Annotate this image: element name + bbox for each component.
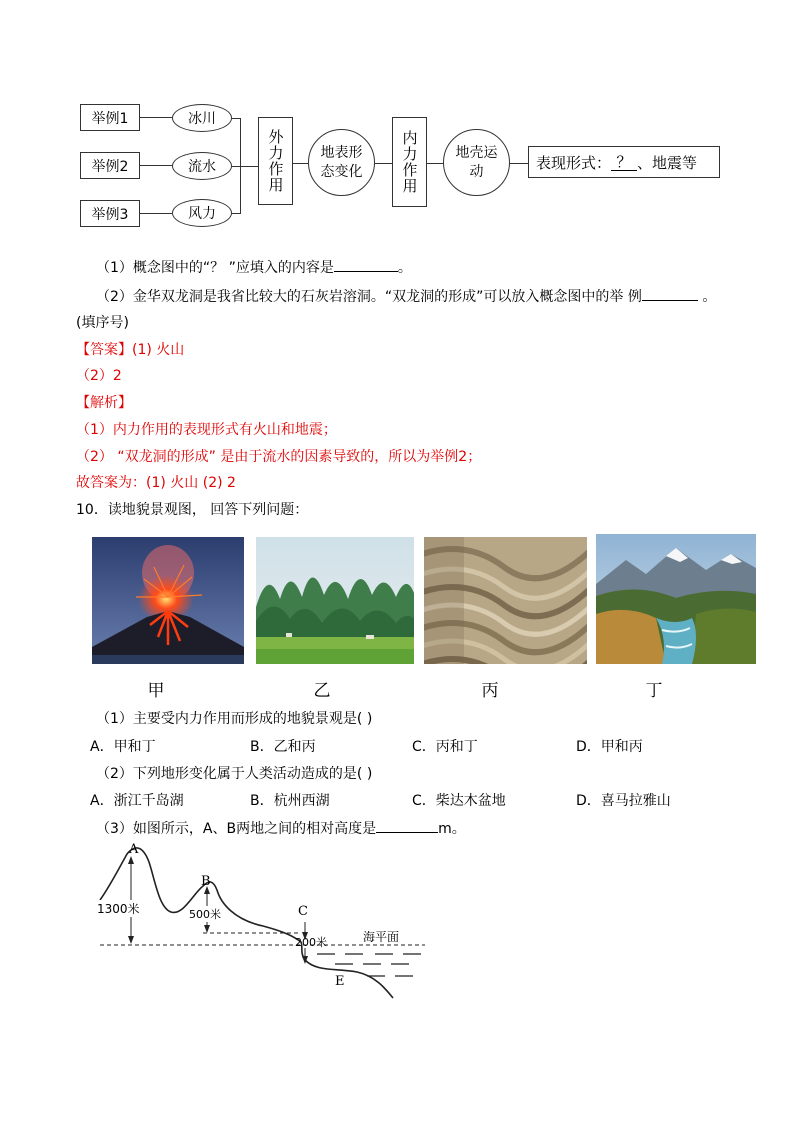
- photo-label-bing: 丙: [481, 681, 499, 701]
- connector: [240, 118, 241, 214]
- photo-folded-rock: [424, 537, 587, 664]
- q9-note: (填序号): [76, 315, 129, 331]
- connector: [427, 163, 443, 164]
- height-label-c: 200米: [295, 936, 327, 949]
- height-label-a: 1300米: [97, 902, 140, 916]
- q10-sub1-option-d: D．甲和丙: [576, 739, 643, 755]
- connector: [293, 163, 308, 164]
- q10-title: 10．读地貌景观图， 回答下列问题：: [76, 502, 309, 518]
- analysis-line-2: （2） “双龙洞的形成” 是由于流水的因素导致的，所以为举例2；: [76, 449, 482, 465]
- landform-change-circle: 地表形态变化: [308, 129, 375, 196]
- q10-sub1-stem: （1）主要受内力作用而形成的地貌景观是( ): [96, 711, 373, 727]
- manifestation-box: 表现形式： ？ 、地震等: [528, 146, 720, 178]
- analysis-line-1: （1）内力作用的表现形式有火山和地震；: [76, 422, 337, 438]
- agent-oval-water: 流水: [172, 152, 232, 180]
- photo-karst: [256, 537, 414, 664]
- answer-blank: [642, 286, 698, 301]
- connector: [375, 163, 392, 164]
- q10-sub1-option-c: C．丙和丁: [412, 739, 478, 755]
- q10-sub1-option-a: A．甲和丁: [90, 739, 156, 755]
- q10-sub2-option-b: B．杭州西湖: [250, 793, 330, 809]
- connector: [232, 166, 258, 167]
- connector: [232, 118, 240, 119]
- answer-blank: [334, 257, 398, 272]
- q10-sub1-option-b: B．乙和丙: [250, 739, 316, 755]
- point-label-e: E: [335, 974, 345, 989]
- q10-sub3-stem: （3）如图所示，A、B两地之间的相对高度是 m。: [96, 818, 466, 839]
- point-label-b: B: [201, 874, 211, 889]
- point-label-a: A: [129, 842, 139, 857]
- photo-label-jia: 甲: [147, 681, 165, 701]
- internal-force-box: 内力作用: [392, 117, 427, 207]
- terrain-line: [100, 848, 393, 998]
- agent-oval-wind: 风力: [172, 199, 232, 227]
- answer-line-2: （2）2: [76, 368, 122, 384]
- photo-label-ding: 丁: [645, 681, 663, 701]
- sea-level-label: 海平面: [363, 930, 400, 944]
- crust-movement-circle: 地壳运动: [443, 129, 510, 196]
- q10-sub2-option-c: C．柴达木盆地: [412, 793, 506, 809]
- connector: [140, 117, 172, 118]
- manifestation-blank: ？: [611, 154, 637, 171]
- point-label-c: C: [298, 904, 308, 919]
- example-box-1: 举例1: [80, 104, 140, 131]
- agent-oval-glacier: 冰川: [172, 104, 232, 132]
- analysis-label: 【解析】: [76, 395, 132, 411]
- q10-sub2-option-a: A．浙江千岛湖: [90, 793, 184, 809]
- q10-sub2-stem: （2）下列地形变化属于人类活动造成的是( ): [96, 766, 373, 782]
- photo-volcano: [92, 537, 244, 664]
- answer-line-1: 【答案】(1) 火山: [76, 342, 185, 358]
- photo-river-valley: [596, 534, 756, 664]
- answer-blank: [376, 818, 438, 833]
- example-box-2: 举例2: [80, 152, 140, 179]
- example-box-3: 举例3: [80, 200, 140, 227]
- terrain-profile-diagram: [95, 842, 435, 1012]
- external-force-box: 外力作用: [258, 117, 293, 205]
- connector: [140, 213, 172, 214]
- photo-label-yi: 乙: [313, 681, 331, 701]
- conclusion-line: 故答案为：(1) 火山 (2) 2: [76, 475, 236, 491]
- height-label-b: 500米: [189, 908, 221, 921]
- connector: [510, 163, 528, 164]
- q10-sub2-option-d: D．喜马拉雅山: [576, 793, 671, 809]
- connector: [140, 165, 172, 166]
- q9-part1: （1）概念图中的“？ ”应填入的内容是 。: [96, 257, 412, 278]
- connector: [232, 213, 240, 214]
- q9-part2: （2）金华双龙洞是我省比较大的石灰岩溶洞。“双龙洞的形成”可以放入概念图中的举 例 。: [96, 286, 716, 307]
